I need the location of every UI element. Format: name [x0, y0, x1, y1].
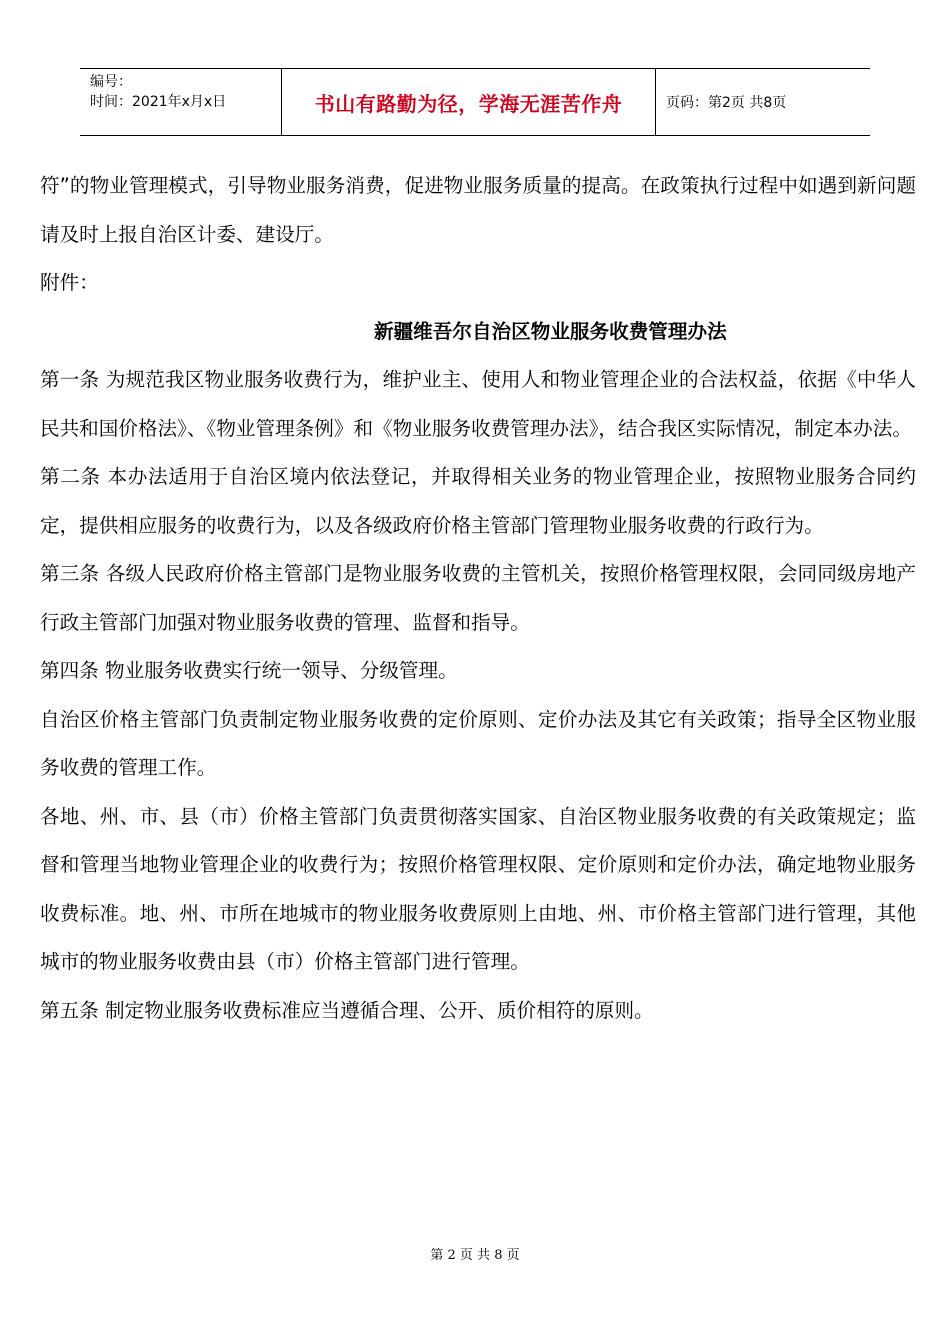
- page-footer: [0, 1244, 950, 1263]
- header-info-cell: [80, 69, 282, 135]
- header-page-cell: [656, 69, 870, 135]
- article-5: 第五条 制定物业服务收费标准应当遵循合理、公开、质价相符的原则。: [40, 998, 654, 1022]
- document-header: [80, 68, 870, 136]
- paragraph: 各地、州、市、县（市）价格主管部门负责贯彻落实国家、自治区物业服务收费的有关政策规定；监督和管理当地物业管理企业的收费行为；按照价格管理权限、定价原则和定价办法，确定地物业服务收费标准。地、州、市所在地城市的物业服务收费原则上由地、州、市价格主管部门进行管理，其他城市的物业服务收费由县（市）价格主管部门进行管理。: [40, 804, 916, 973]
- header-motto-cell: [282, 69, 656, 135]
- paragraph: 自治区价格主管部门负责制定物业服务收费的定价原则、定价办法及其它有关政策；指导全区物业服务收费的管理工作。: [40, 707, 916, 779]
- article-4: 第四条 物业服务收费实行统一领导、分级管理。: [40, 659, 458, 682]
- date-label: 时间：2021年x月x日: [90, 94, 227, 110]
- number-label: 编号：: [90, 74, 132, 90]
- article-1: 第一条 为规范我区物业服务收费行为，维护业主、使用人和物业管理企业的合法权益，依据《中华人民共和国价格法》、《物业管理条例》和《物业服务收费管理办法》，结合我区实际情况，制定本办法。: [40, 368, 916, 440]
- document-body: [40, 162, 916, 1035]
- footer-page-number: 第 2 页 共 8 页: [430, 1248, 520, 1263]
- paragraph-attachment-label: 附件：: [40, 271, 99, 294]
- article-3: 第三条 各级人民政府价格主管部门是物业服务收费的主管机关，按照价格管理权限，会同同级房地产行政主管部门加强对物业服务收费的管理、监督和指导。: [40, 562, 916, 634]
- motto-text: 书山有路勤为径，学海无涯苦作舟: [314, 91, 623, 116]
- document-title: 新疆维吾尔自治区物业服务收费管理办法: [374, 319, 727, 343]
- page-label: 页码：第2页 共8页: [666, 95, 787, 111]
- article-2: 第二条 本办法适用于自治区境内依法登记，并取得相关业务的物业管理企业，按照物业服务合同约定，提供相应服务的收费行为，以及各级政府价格主管部门管理物业服务收费的行政行为。: [40, 465, 916, 537]
- paragraph: 符”的物业管理模式，引导物业服务消费，促进物业服务质量的提高。在政策执行过程中如遇到新问题请及时上报自治区计委、建设厅。: [40, 174, 916, 246]
